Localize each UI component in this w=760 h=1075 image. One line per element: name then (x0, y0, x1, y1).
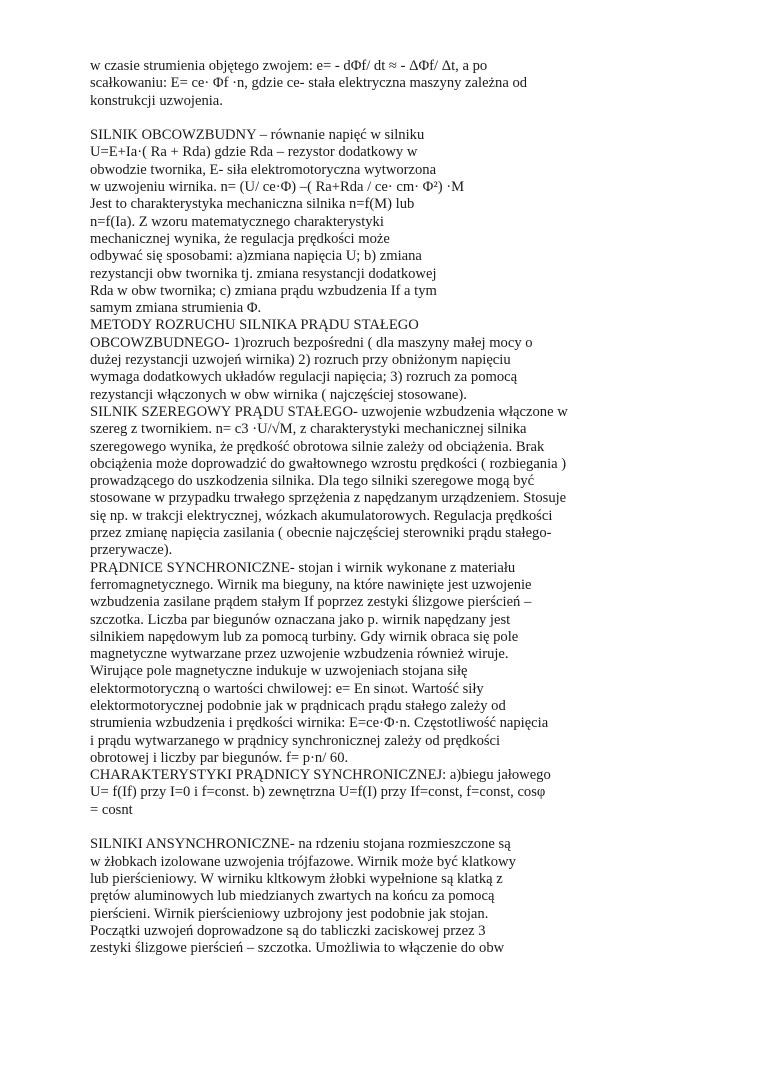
text-line: U= f(If) przy I=0 i f=const. b) zewnętrzna U=f(I) przy If=const, f=const, cosφ (90, 784, 546, 801)
text-line: obwodzie twornika, E- siła elektromotoryczna wytworzona (90, 161, 437, 178)
text-line: wymaga dodatkowych układów regulacji napięcia; 3) rozruch za pomocą (90, 369, 518, 386)
text-line: szczotka. Liczba par biegunów oznaczana jako p. wirnik napędzany jest (90, 611, 511, 628)
heading-metody-rozruchu: METODY ROZRUCHU SILNIKA PRĄDU STAŁEGO (90, 317, 419, 334)
text-line: rezystancji włączonych w obw wirnika ( najczęściej stosowane). (90, 386, 467, 403)
text-line: silnikiem napędowym lub za pomocą turbiny. Gdy wirnik obraca się pole (90, 628, 519, 645)
text-line: wzbudzenia zasilane prądem stałym If poprzez zestyki ślizgowe pierścień – (90, 594, 532, 611)
blank-line (90, 819, 710, 836)
text-line: pierścieni. Wirnik pierścieniowy uzbrojony jest podobnie jak stojan. (90, 905, 489, 922)
heading-silnik-szeregowy: SILNIK SZEREGOWY PRĄDU STAŁEGO- uzwojenie wzbudzenia włączone w (90, 403, 568, 420)
text-line: w uzwojeniu wirnika. n= (U/ ce·Φ) –( Ra+Rda / ce· cm· Φ²) ·M (90, 179, 465, 196)
text-line: szeregowego wynika, że prędkość obrotowa silnie zależy od obciążenia. Brak (90, 438, 545, 455)
text-line: obciążenia może doprowadzić do gwałtownego wzrostu prędkości ( rozbiegania ) (90, 455, 567, 472)
text-line: Jest to charakterystyka mechaniczna silnika n=f(M) lub (90, 196, 415, 213)
text-line: rezystancji obw twornika tj. zmiana resystancji dodatkowej (90, 265, 437, 282)
text-line: w żłobkach izolowane uzwojenia trójfazowe. Wirnik może być klatkowy (90, 853, 516, 870)
text-line: stosowane w przypadku trwałego sprzężenia z napędzanym urządzeniem. Stosuje (90, 490, 567, 507)
text-line: zestyki ślizgowe pierścień – szczotka. Umożliwia to włączenie do obw (90, 940, 505, 957)
text-line: prowadzącego do uszkodzenia silnika. Dla tego silniki szeregowe mogą być (90, 473, 535, 490)
heading-silniki-ansynchroniczne: SILNIKI ANSYNCHRONICZNE- na rdzeniu stojana rozmieszczone są (90, 836, 511, 853)
text-line: Rda w obw twornika; c) zmiana prądu wzbudzenia If a tym (90, 282, 437, 299)
blank-line (90, 110, 710, 127)
text-line: strumienia wzbudzenia i prędkości wirnika: E=ce·Φ·n. Częstotliwość napięcia (90, 715, 549, 732)
text-line: magnetyczne wytwarzane przez uzwojenie wzbudzenia również wiruje. (90, 646, 509, 663)
text-line: samym zmiana strumienia Φ. (90, 300, 262, 317)
text-line: przez zmianę napięcia zasilania ( obecnie najczęściej sterowniki prądu stałego- (90, 525, 552, 542)
text-line: elektormotorycznej podobnie jak w prądnicach prądu stałego zależy od (90, 697, 506, 714)
text-line: Wirujące pole magnetyczne indukuje w uzwojeniach stojana siłę (90, 663, 468, 680)
text-line: szereg z twornikiem. n= c3 ·U/√M, z charakterystyki mechanicznej silnika (90, 421, 527, 438)
heading-charakterystyki-pradnicy: CHARAKTERYSTYKI PRĄDNICY SYNCHRONICZNEJ: a)biegu jałowego (90, 767, 551, 784)
text-line: konstrukcji uzwojenia. (90, 92, 223, 109)
text-line: = cosnt (90, 801, 133, 818)
text-line: dużej rezystancji uzwojeń wirnika) 2) rozruch przy obniżonym napięciu (90, 352, 511, 369)
text-line: OBCOWZBUDNEGO- 1)rozruch bezpośredni ( dla maszyny małej mocy o (90, 334, 533, 351)
text-line: U=E+Ia·( Ra + Rda) gdzie Rda – rezystor dodatkowy w (90, 144, 418, 161)
text-line: scałkowaniu: E= ce· Φf ·n, gdzie ce- stała elektryczna maszyny zależna od (90, 75, 528, 92)
text-line: obrotowej i liczby par biegunów. f= p·n/ 60. (90, 749, 349, 766)
text-line: elektormotoryczną o wartości chwilowej: e= En sinωt. Wartość siły (90, 680, 484, 697)
text-line: się np. w trakcji elektrycznej, wózkach akumulatorowych. Regulacja prędkości (90, 507, 553, 524)
text-line: przerywacze). (90, 542, 173, 559)
text-line: mechanicznej wynika, że regulacja prędkości może (90, 230, 390, 247)
text-line: prętów aluminowych lub miedzianych zwartych na końcu za pomocą (90, 888, 495, 905)
text-line: odbywać się sposobami: a)zmiana napięcia U; b) zmiana (90, 248, 422, 265)
text-line: i prądu wytwarzanego w prądnicy synchronicznej zależy od prędkości (90, 732, 501, 749)
text-line: w czasie strumienia objętego zwojem: e= - dΦf/ dt ≈ - ΔΦf/ Δt, a po (90, 58, 488, 74)
text-line: lub pierścieniowy. W wirniku kltkowym żłobki wypełnione są klatką z (90, 870, 503, 887)
document-text (90, 58, 710, 957)
text-line: n=f(Ia). Z wzoru matematycznego charakterystyki (90, 213, 384, 230)
text-line: Początki uzwojeń doprowadzone są do tabliczki zaciskowej przez 3 (90, 922, 486, 939)
heading-pradnice-synchroniczne: PRĄDNICE SYNCHRONICZNE- stojan i wirnik wykonane z materiału (90, 559, 516, 576)
text-line: ferromagnetycznego. Wirnik ma bieguny, na które nawinięte jest uzwojenie (90, 576, 532, 593)
heading-silnik-obcowzbudny: SILNIK OBCOWZBUDNY – równanie napięć w silniku (90, 127, 425, 144)
